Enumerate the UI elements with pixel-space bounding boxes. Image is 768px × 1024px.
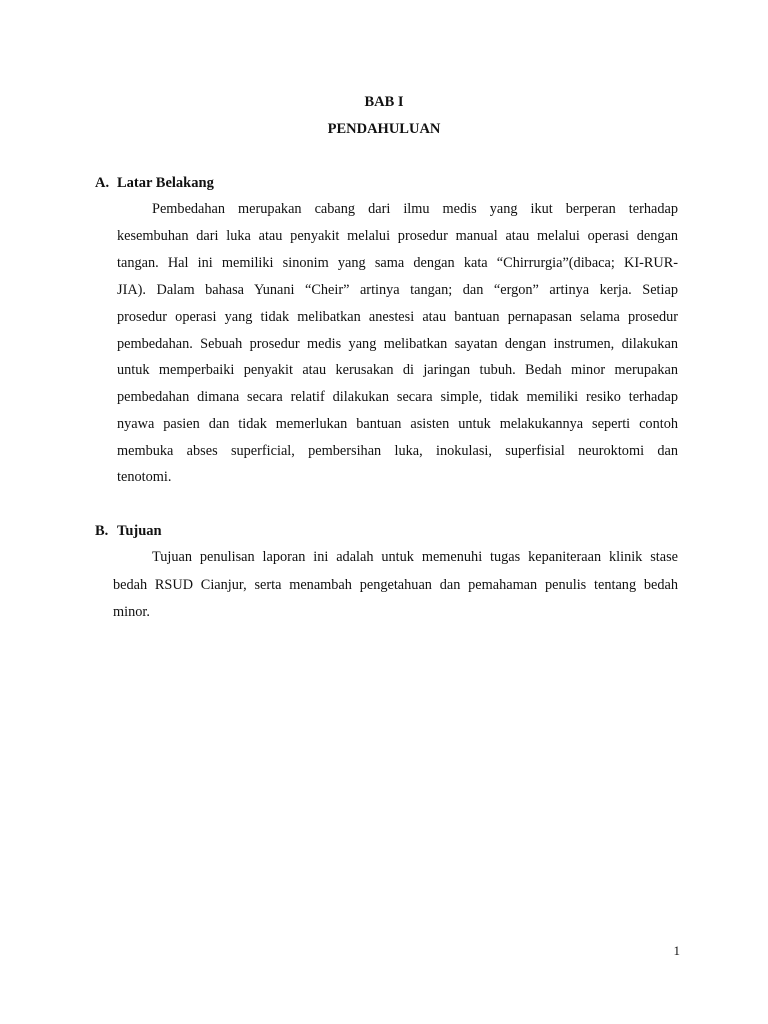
section-a-line-10: membuka abses superficial, pembersihan luka, inokulasi, superfisial neuroktomi dan [117, 443, 678, 459]
page-number: 1 [673, 943, 680, 958]
section-a-line-11: tenotomi. [117, 469, 172, 485]
section-b-line-2: bedah RSUD Cianjur, serta menambah pengetahuan dan pemahaman penulis tentang bedah [113, 577, 678, 593]
section-a-line-4: JIA). Dalam bahasa Yunani “Cheir” artinya tangan; dan “ergon” artinya kerja. Setiap [117, 282, 678, 298]
chapter-title: PENDAHULUAN [327, 121, 441, 137]
section-a-line-8: pembedahan dimana secara relatif dilakukan secara simple, tidak memiliki resiko terhadap [117, 389, 678, 405]
section-a-line-1: Pembedahan merupakan cabang dari ilmu medis yang ikut berperan terhadap [152, 201, 678, 217]
section-b-heading [95, 523, 162, 539]
section-b-line-1: Tujuan penulisan laporan ini adalah untuk memenuhi tugas kepaniteraan klinik stase [152, 549, 678, 565]
section-a-line-9: nyawa pasien dan tidak memerlukan bantuan asisten untuk melakukannya seperti contoh [117, 416, 678, 432]
section-a-marker: A. [95, 175, 110, 191]
section-b-line-3: minor. [113, 604, 150, 620]
section-a-line-7: untuk memperbaiki penyakit atau kerusakan di jaringan tubuh. Bedah minor merupakan [117, 362, 678, 378]
section-b-marker: B. [95, 523, 109, 539]
section-a-line-2: kesembuhan dari luka atau penyakit melalui prosedur manual atau melalui operasi dengan [117, 228, 678, 244]
section-a-line-6: pembedahan. Sebuah prosedur medis yang melibatkan sayatan dengan instrumen, dilakukan [117, 336, 678, 352]
chapter-label: BAB I [364, 94, 404, 110]
section-a-heading [95, 175, 214, 191]
section-a-line-5: prosedur operasi yang tidak melibatkan anestesi atau bantuan pernapasan selama prosedur [117, 309, 678, 325]
section-a-line-3: tangan. Hal ini memiliki sinonim yang sama dengan kata “Chirrurgia”(dibaca; KI-RUR- [117, 255, 678, 271]
section-a-title: Latar Belakang [117, 175, 214, 191]
section-b-title: Tujuan [117, 523, 162, 539]
